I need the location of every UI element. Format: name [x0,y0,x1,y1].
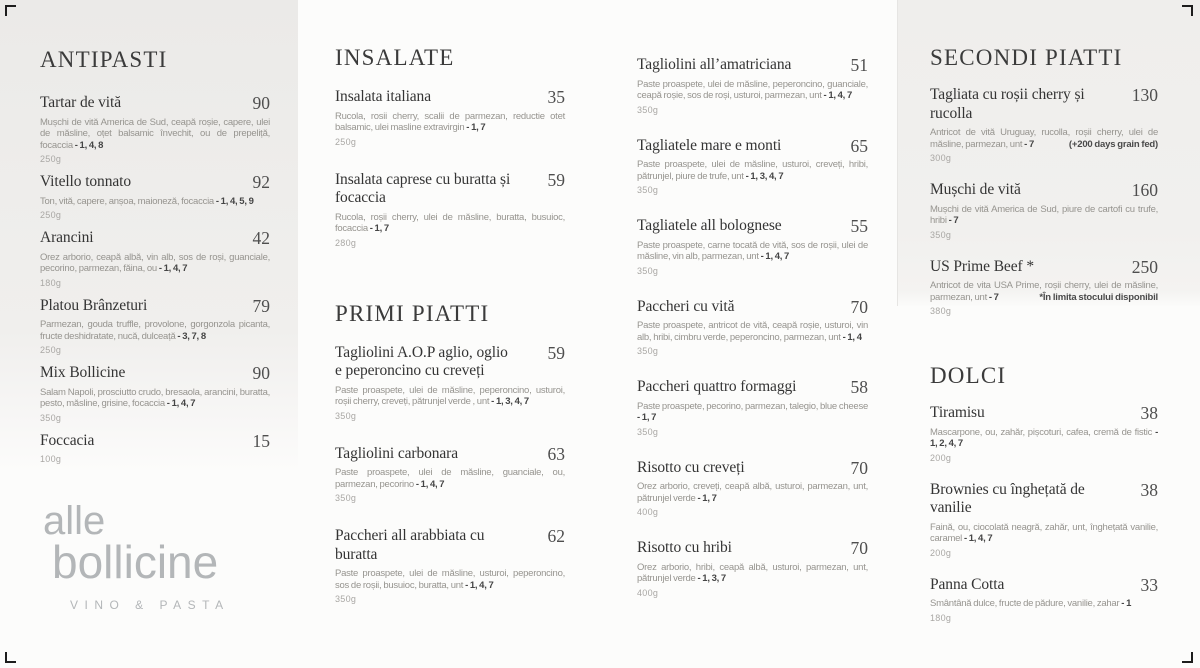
item-price: 92 [252,172,270,192]
item-description [335,385,565,408]
section-title-insalate: INSALATE [335,45,455,70]
menu-item [335,88,565,147]
section-antipasti [40,46,270,464]
item-ingredients: Antricot de vita USA Prime, roșii cherry, ulei de măsline, parmezan, unt [930,280,1158,303]
item-allergens: - 1, 4, 7 [963,533,993,544]
item-allergens: - 1, 7 [369,223,389,234]
item-ingredients: Ton, vită, capere, anșoa, maioneză, focaccia [40,195,214,207]
primi-continued-items [637,56,868,598]
section-insalate [335,44,565,248]
brand-logo [40,500,270,612]
item-price: 58 [850,377,868,397]
item-ingredients: Orez arborio, creveți, ceapă albă, usturoi, parmezan, unt, pătrunjel verde [637,481,868,504]
item-name: Tagliatele all bolognese [637,217,782,234]
item-price: 55 [850,216,868,236]
menu-item [335,527,565,604]
menu-item [40,94,270,164]
item-name: Platou Brânzeturi [40,296,148,314]
item-name: Mușchi de vită [930,181,1021,198]
item-note: *În limita stocului disponibil [1039,291,1158,303]
section-title-antipasti: ANTIPASTI [40,47,168,72]
menu-item [930,481,1158,558]
item-price: 250 [1131,256,1158,277]
item-price: 65 [850,135,868,156]
item-weight: 300g [930,153,952,163]
menu-item [930,258,1158,317]
item-head [40,94,270,113]
item-description [930,427,1158,450]
item-allergens: - 1, 4, 7 [760,251,790,262]
item-head [637,217,868,236]
item-price: 38 [1140,403,1158,423]
item-allergens: - 1, 4, 8 [74,139,104,151]
item-description [40,117,270,152]
menu-item [637,137,868,196]
item-description [637,481,868,504]
item-weight: 350g [335,410,357,421]
item-allergens: - 1, 7 [637,412,657,423]
item-weight: 350g [335,493,357,503]
crop-mark-top-left [5,5,16,16]
item-name: Tagliata cu roșii cherry și rucolla [930,86,1085,122]
item-name: Arancini [40,229,94,246]
insalate-items [335,88,565,248]
menu-item [637,56,868,115]
item-allergens: - 1, 4, 7 [823,90,852,101]
item-head [930,181,1158,200]
item-head [637,56,868,75]
item-weight: 280g [335,237,357,248]
menu-item [40,364,270,423]
menu-item [930,404,1158,463]
section-primi-piatti [335,300,565,605]
item-description [930,598,1158,610]
menu-item [637,459,868,518]
item-description [637,562,868,585]
item-description [335,568,565,591]
item-price: 59 [547,169,565,190]
item-head [335,344,565,381]
item-ingredients: Paste proaspete, ulei de măsline, guanciale, ou, parmezan, pecorino [335,467,565,490]
item-head [637,298,868,317]
item-weight: 400g [637,507,659,517]
menu-item [930,86,1158,163]
column-insalate-primi [335,0,565,628]
item-name: Paccheri quattro formaggi [637,378,797,395]
item-ingredients: Paste proaspete, carne tocată de vită, sos de roșii, ulei de măsline, vin alb, parmezan, unt [637,239,868,262]
item-weight: 350g [335,594,357,604]
item-price: 62 [547,526,565,546]
item-allergens: - 1, 3, 7 [697,573,726,584]
item-ingredients: Paste proaspete, ulei de măsline, usturoi, peperoncino, sos de roșii, busuioc, buratta, unt [335,568,565,591]
item-weight: 400g [637,587,659,598]
item-head [637,137,868,156]
antipasti-items [40,94,270,464]
item-price: 35 [547,87,565,107]
item-head [335,171,565,208]
item-allergens: - 7 [988,291,999,303]
item-description [40,196,270,208]
item-head [930,258,1158,277]
item-weight: 250g [40,210,62,220]
item-head [40,297,270,316]
item-description [930,522,1158,545]
item-name: US Prime Beef * [930,257,1034,275]
section-dolci [930,362,1158,623]
item-price: 160 [1131,180,1158,200]
menu-item [637,378,868,437]
item-weight: 350g [637,104,659,115]
menu-item [930,576,1158,623]
item-description [335,212,565,235]
item-allergens: - 1, 7 [697,492,717,504]
secondi-piatti-items [930,86,1158,316]
item-head [335,88,565,107]
item-head [335,445,565,464]
crop-mark-bottom-right [1182,652,1193,663]
item-ingredients: Parmezan, gouda truffle, provolone, gorgonzola picanta, fructe deshidratate, nucă, dulceață [40,319,270,342]
item-allergens: - 1, 4, 7 [465,579,494,591]
section-title-secondi-piatti: SECONDI PIATTI [930,45,1123,70]
item-note: (+200 days grain fed) [1068,138,1158,150]
item-allergens: - 1, 4, 5, 9 [215,195,254,207]
menu-item [335,171,565,248]
item-name: Foccacia [40,431,95,449]
section-primi-piatti-continued [637,56,868,598]
item-price: 15 [252,430,270,451]
column-secondi-dolci [930,0,1158,641]
item-price: 130 [1131,85,1158,105]
item-ingredients: Rucola, roșii cherry, ulei de măsline, buratta, busuioc, focaccia [335,211,565,234]
item-weight: 350g [637,426,659,437]
item-name: Tagliolini all’amatriciana [637,56,792,73]
item-name: Insalata caprese cu buratta și focaccia [335,170,511,206]
menu-item [930,181,1158,240]
item-ingredients: Salam Napoli, prosciutto crudo, bresaola, arancini, buratta, pesto, măsline, grisine, focaccia [40,386,270,409]
item-head [335,527,565,564]
item-description [637,401,868,424]
menu-item [335,344,565,421]
item-weight: 350g [637,185,659,195]
item-description [637,240,868,263]
item-price: 51 [850,55,868,75]
menu-item [637,539,868,598]
item-description [930,204,1158,227]
menu-item [40,229,270,288]
item-head [637,459,868,478]
item-name: Panna Cotta [930,575,1005,593]
item-price: 90 [252,363,270,383]
item-allergens: - 1, 4, 7 [158,263,188,274]
item-description [637,159,868,182]
item-name: Brownies cu înghețată de vanilie [930,480,1085,516]
item-head [930,481,1158,518]
item-ingredients: Paste proaspete, ulei de măsline, peperoncino, guanciale, ceapă roșie, sos de roși, usturoi, parmezan, unt [637,78,868,101]
item-weight: 350g [637,346,659,356]
item-ingredients: Paste proaspete, pecorino, parmezan, talegio, blue cheese [637,400,868,412]
item-description [40,387,270,410]
item-head [40,432,270,451]
item-name: Tiramisu [930,404,985,421]
item-weight: 250g [40,345,62,355]
item-weight: 350g [637,265,659,276]
item-ingredients: Smântână dulce, fructe de pădure, vanilie, zahar [930,598,1120,609]
menu-item [637,217,868,276]
item-allergens: - 7 [948,215,959,226]
item-allergens: - 1, 4, 7 [166,398,196,409]
column-antipasti [40,0,270,612]
primi-piatti-items [335,344,565,605]
section-secondi-piatti [930,44,1158,316]
item-name: Risotto cu hribi [637,539,732,556]
item-weight: 180g [930,612,952,623]
item-ingredients: Rucola, rosii cherry, scalii de parmezan, reductie otet balsamic, ulei masline extravirgin [335,110,565,133]
item-head [637,378,868,397]
item-description [40,252,270,275]
item-allergens: - 1, 3, 4, 7 [745,170,784,182]
item-price: 70 [850,457,868,478]
item-price: 59 [547,342,565,363]
item-description [40,319,270,342]
brand-tagline: VINO & PASTA [70,598,230,612]
item-ingredients: Mușchi de vită America de Sud, piure de cartofi cu trufe, hribi [930,203,1158,226]
item-allergens: - 1, 3, 4, 7 [491,396,529,407]
item-price: 42 [252,228,270,248]
item-price: 63 [547,443,565,464]
item-name: Insalata italiana [335,88,431,105]
column-primi-continued [637,0,868,620]
item-weight: 250g [40,154,62,164]
item-price: 38 [1140,479,1158,500]
item-ingredients: Orez arborio, ceapă albă, vin alb, sos de roși, guanciale, pecorino, parmezan, făina, ou [40,251,270,274]
item-allergens: - 3, 7, 8 [177,330,206,342]
section-title-dolci: DOLCI [930,363,1007,388]
item-description [335,111,565,134]
item-price: 70 [850,538,868,558]
item-ingredients: Paste proaspete, antricot de vită, ceapă roșie, usturoi, vin alb, hribi, cimbru verde, peperoncino, parmezan, unt [637,320,868,343]
item-price: 33 [1140,574,1158,595]
item-weight: 100g [40,454,62,464]
menu-item [335,445,565,504]
item-description [930,280,1158,303]
brand-name-line1: alle [43,499,106,543]
item-name: Vitello tonnato [40,173,131,190]
item-ingredients: Mascarpone, ou, zahăr, pișcoturi, cafea, cremă de fistic [930,426,1153,438]
item-weight: 200g [930,547,952,558]
crop-mark-top-right [1182,5,1193,16]
item-ingredients: Antricot de vită Uruguay, rucolla, roșii cherry, ulei de măsline, parmezan, unt [930,127,1158,150]
item-weight: 250g [335,136,357,147]
item-ingredients: Mușchi de vită America de Sud, ceapă roșie, capere, ulei de măsline, oțet balsamic învechit, ou de prepeliță, focaccia [40,116,270,151]
item-name: Paccheri all arabbiata cu buratta [335,527,485,563]
dolci-items [930,404,1158,623]
item-allergens: - 1, 4 [842,331,862,343]
item-description [637,79,868,102]
menu-item [40,173,270,220]
crop-mark-bottom-left [5,652,16,663]
item-head [40,173,270,192]
item-weight: 350g [40,412,62,423]
item-allergens: - 7 [1024,138,1034,150]
item-price: 79 [252,295,270,316]
item-head [930,86,1158,123]
item-name: Tagliatele mare e monti [637,136,782,154]
menu-item [40,297,270,356]
menu-item [40,432,270,465]
item-name: Tartar de vită [40,94,121,111]
item-price: 70 [850,296,868,317]
item-ingredients: Faină, ou, ciocolată neagră, zahăr, unt, înghețată vanilie, caramel [930,521,1158,544]
item-ingredients: Orez arborio, hribi, ceapă albă, usturoi, parmezan, unt, pătrunjel verde [637,561,868,584]
item-head [40,364,270,383]
item-name: Mix Bollicine [40,364,126,381]
item-name: Risotto cu creveți [637,458,745,476]
item-ingredients: Paste proaspete, ulei de măsline, usturoi, creveți, hribi, pătrunjel, piure de trufe, unt [637,159,868,182]
item-description [930,127,1158,150]
section-title-primi-piatti: PRIMI PIATTI [335,300,490,326]
item-weight: 350g [930,229,952,240]
item-price: 90 [252,93,270,113]
item-allergens: - 1, 2, 4, 7 [930,426,1158,449]
item-head [930,404,1158,423]
item-name: Tagliolini carbonara [335,444,459,462]
item-weight: 180g [40,277,62,288]
menu-item [637,298,868,357]
item-allergens: - 1, 4, 7 [415,478,445,490]
item-name: Tagliolini A.O.P aglio, oglio e peperoncino cu creveți [335,343,508,379]
item-head [40,229,270,248]
item-name: Paccheri cu vită [637,297,735,315]
item-weight: 380g [930,306,952,316]
item-weight: 200g [930,452,952,463]
brand-name-line2: bollicine [52,536,219,588]
item-allergens: - 1 [1121,598,1132,609]
item-description [637,320,868,343]
item-head [930,576,1158,595]
item-allergens: - 1, 7 [466,122,486,133]
item-description [335,467,565,490]
item-ingredients: Paste proaspete, ulei de măsline, peperoncino, usturoi, roșii cherry, creveți, pătrunjel verde , unt [335,384,565,407]
item-head [637,539,868,558]
